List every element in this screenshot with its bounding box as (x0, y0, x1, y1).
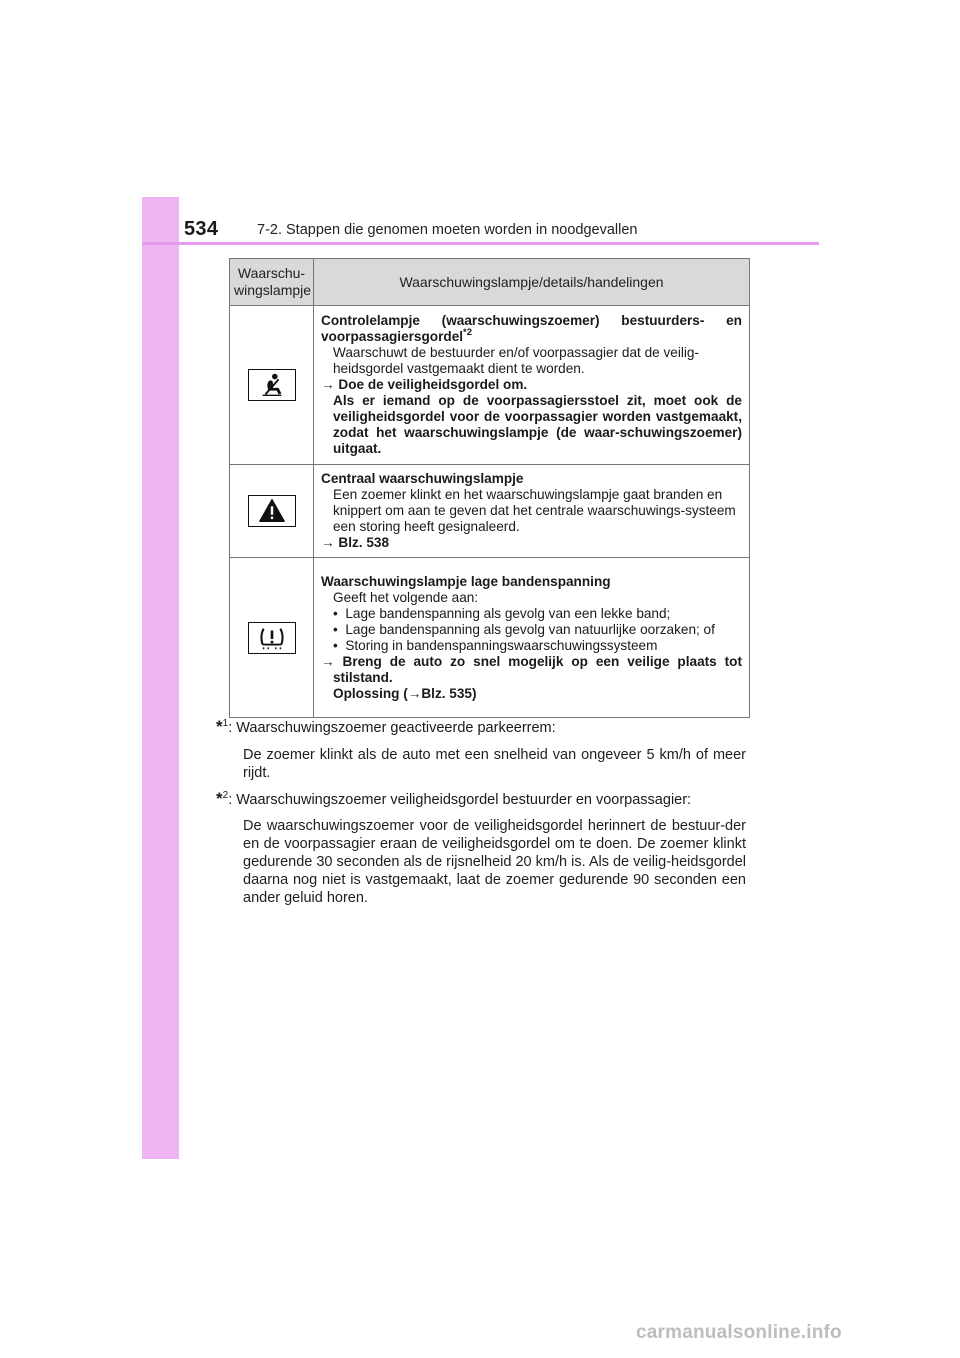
warning-lights-table (229, 258, 750, 718)
footnote-1-body: De zoemer klinkt als de auto met een snelheid van ongeveer 5 km/h of meer rijdt. (243, 747, 746, 781)
arrow-icon: → (321, 535, 335, 550)
row-action-detail: Als er iemand op de voorpassagiersstoel zit, moet ook de veiligheidsgordel voor de voorpassagier worden vastgemaakt, zodat het waarschuwingslampje (de waar-schuwingszoemer) uitgaat. (333, 393, 742, 456)
arrow-icon: → (321, 653, 335, 669)
row-action: Doe de veiligheidsgordel om. (338, 377, 528, 392)
master-warning-icon (248, 495, 296, 527)
list-item: • Storing in bandenspanningswaarschuwingssysteem (333, 637, 658, 653)
row-title: Controlelampje (waarschuwingszoemer) bestuurders- en voorpassagiersgordel (321, 313, 742, 344)
page-reference: Blz. 535) (421, 685, 477, 701)
table-row (230, 306, 750, 465)
col-header-lamp: Waarschu- wingslampje (230, 259, 314, 306)
footnote-ref: *2 (463, 327, 473, 338)
list-item: • Lage bandenspanning als gevolg van natuurlijke oorzaken; of (333, 621, 715, 637)
table-row (230, 558, 750, 718)
row-title: Centraal waarschuwingslampje (321, 471, 524, 486)
footnote-2-title: *$^2$: Waarschuwingszoemer veiligheidsgordel bestuurder en voorpassagier: (216, 789, 692, 808)
col-header-details: Waarschuwingslampje/details/handelingen (314, 259, 750, 306)
row-description: Een zoemer klinkt en het waarschuwingslampje gaat branden en knippert om aan te geven dat het centrale waarschuwings-systeem een storing heeft gesignaleerd. (333, 487, 736, 534)
page-number: 534 (184, 218, 219, 240)
list-item: • Lage bandenspanning als gevolg van een lekke band; (333, 605, 671, 621)
seatbelt-reminder-icon (248, 369, 296, 401)
row-description: Waarschuwt de bestuurder en/of voorpassagier dat de veilig-heidsgordel vastgemaakt dient te worden. (333, 345, 699, 376)
solution-label: Oplossing ( (333, 685, 408, 701)
page-reference: Blz. 538 (338, 535, 389, 550)
watermark: carmanualsonline.info (636, 1322, 842, 1343)
row-action: Breng de auto zo snel mogelijk op een veilige plaats tot stilstand. (333, 653, 742, 685)
row-description: Geeft het volgende aan: (333, 589, 479, 605)
row-title: Waarschuwingslampje lage bandenspanning (321, 573, 611, 589)
tire-pressure-warning-icon (248, 622, 296, 654)
footnote-2-body: De waarschuwingszoemer voor de veiligheidsgordel herinnert de bestuur-der en de voorpassagier eraan de veiligheidsgordel om te doen. De zoemer klinkt gedurende 30 seconden als de rijsnelheid 20 km/h is. Als de veilig-heidsgordel daarna nog niet is vastgemaakt, laat de zoemer gedurende 90 seconden een ander geluid horen. (243, 818, 746, 906)
arrow-icon: → (407, 685, 422, 701)
header-divider (142, 242, 819, 245)
table-row (230, 465, 750, 558)
arrow-icon: → (321, 377, 335, 392)
section-title: 7-2. Stappen die genomen moeten worden in noodgevallen (257, 222, 638, 238)
side-color-band (142, 197, 179, 1159)
footnote-1-title: *$^1$: Waarschuwingszoemer geactiveerde parkeerrem: (216, 717, 556, 736)
